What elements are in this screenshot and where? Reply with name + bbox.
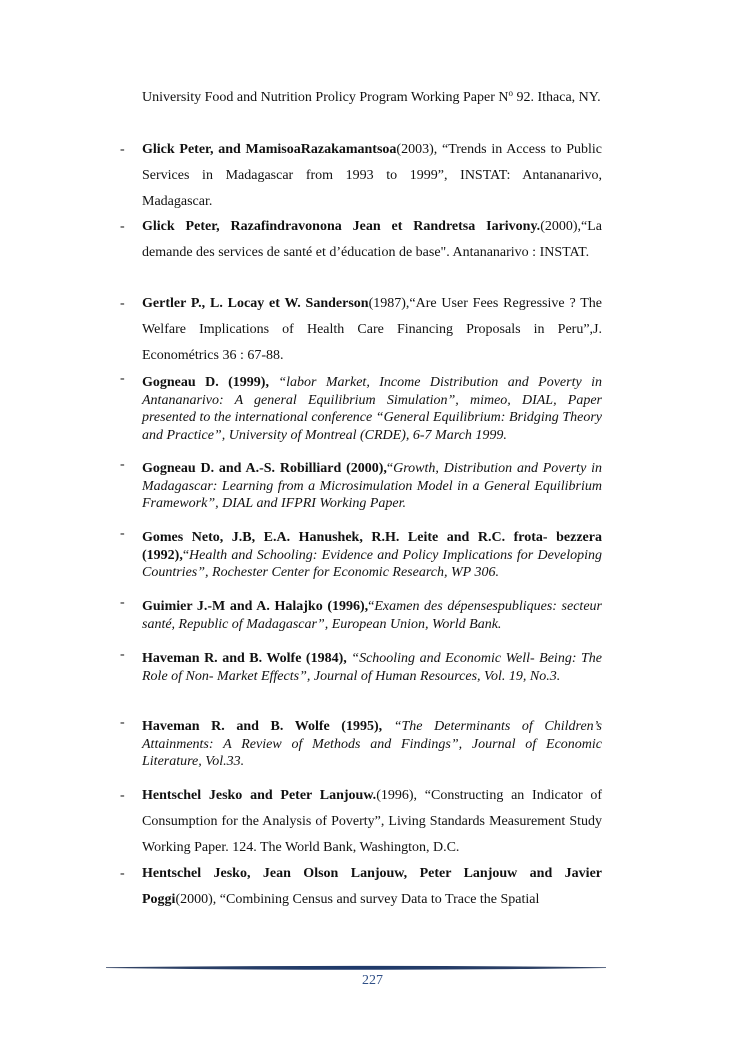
reference-details: (2003), “Trends in Access to Public Services in Madagascar from 1993 to 1999”, INSTAT: Antananarivo, Madagascar.	[142, 142, 602, 209]
list-dash: -	[120, 296, 125, 311]
reference-item	[120, 783, 602, 861]
reference-authors: Gomes Neto, J.B, E.A. Hanushek, R.H. Leite and R.C. frota- bezzera (1992),	[142, 530, 602, 563]
reference-quote-mark: “	[368, 599, 375, 614]
list-dash: -	[120, 219, 125, 234]
reference-details: “labor Market, Income Distribution and Poverty in Antananarivo: A general Equilibrium Simulation”, mimeo, DIAL, Paper presented to the international conference “General Equilibrium: Bridging Theory and Practice”, University of Montreal (CRDE), 6-7 March 1999.	[142, 375, 602, 443]
reference-authors: Gertler P., L. Locay et W. Sanderson	[142, 296, 369, 311]
reference-authors: Hentschel Jesko and Peter Lanjouw.	[142, 788, 377, 803]
page-number: 227	[362, 973, 383, 988]
reference-item	[120, 526, 602, 582]
reference-authors: Guimier J.-M and A. Halajko (1996),	[142, 599, 369, 614]
continuation-text: University Food and Nutrition Prolicy Program Working Paper N	[142, 90, 509, 105]
reference-item	[120, 457, 602, 513]
reference-authors: Hentschel Jesko, Jean Olson Lanjouw, Peter Lanjouw and Javier Poggi	[142, 866, 602, 907]
reference-details: “Schooling and Economic Well- Being: The Role of Non- Market Effects”, Journal of Human Resources, Vol. 19, No.3.	[142, 651, 603, 684]
reference-authors: Haveman R. and B. Wolfe (1995),	[142, 719, 394, 734]
reference-authors: Haveman R. and B. Wolfe (1984),	[142, 651, 352, 666]
reference-item	[120, 861, 602, 913]
reference-details: Growth, Distribution and Poverty in Madagascar: Learning from a Microsimulation Model in a General Equilibrium Framework”, DIAL and IFPRI Working Paper.	[142, 461, 602, 511]
list-dash: -	[120, 715, 125, 730]
list-dash: -	[120, 526, 125, 541]
list-dash: -	[120, 142, 125, 157]
reference-quote-mark: “	[386, 461, 394, 476]
reference-details: Examen des dépensespubliques: secteur santé, Republic of Madagascar”, European Union, World Bank.	[142, 599, 602, 632]
reference-authors: Gogneau D. (1999),	[142, 375, 279, 390]
reference-authors: Glick Peter, and MamisoaRazakamantsoa	[142, 142, 397, 157]
list-dash: -	[120, 866, 125, 881]
reference-details: (1987),“Are User Fees Regressive ? The Welfare Implications of Health Care Financing Proposals in Peru”,J. Econométrics 36 : 67-88.	[142, 296, 602, 363]
reference-item	[120, 214, 602, 266]
list-dash: -	[120, 788, 125, 803]
reference-authors: Glick Peter, Razafindravononа Jean et Randretsa Iarivony.	[142, 219, 541, 234]
reference-details: Health and Schooling: Evidence and Policy Implications for Developing Countries”, Rochester Center for Economic Research, WP 306.	[142, 547, 602, 580]
list-dash: -	[120, 647, 125, 662]
reference-item	[120, 715, 602, 771]
reference-details: “The Determinants of Children’s Attainments: A Review of Methods and Findings”, Journal of Economic Literature, Vol.33.	[142, 719, 602, 769]
list-dash: -	[120, 371, 125, 386]
reference-details: (2000), “Combining Census and survey Data to Trace the Spatial	[175, 892, 540, 907]
continuation-text-end: 92. Ithaca, NY.	[512, 90, 601, 105]
reference-item	[120, 647, 603, 685]
reference-details: (2000),“La demande des services de santé et d’éducation de base". Antananarivo : INSTAT.	[142, 219, 602, 260]
list-dash: -	[120, 595, 125, 610]
reference-item	[120, 595, 602, 633]
reference-continuation	[120, 85, 602, 111]
reference-item	[120, 371, 602, 444]
footer-divider	[106, 965, 606, 971]
continuation-superscript: o	[508, 88, 513, 98]
reference-details: (1996), “Constructing an Indicator of Consumption for the Analysis of Poverty”, Living Standards Measurement Study Working Paper. 124. The World Bank, Washington, D.C.	[142, 788, 603, 855]
reference-item	[120, 137, 602, 215]
list-dash: -	[120, 457, 125, 472]
reference-item	[120, 291, 602, 369]
reference-authors: Gogneau D. and A.-S. Robilliard (2000),	[142, 461, 387, 476]
reference-quote-mark: “	[182, 547, 190, 563]
